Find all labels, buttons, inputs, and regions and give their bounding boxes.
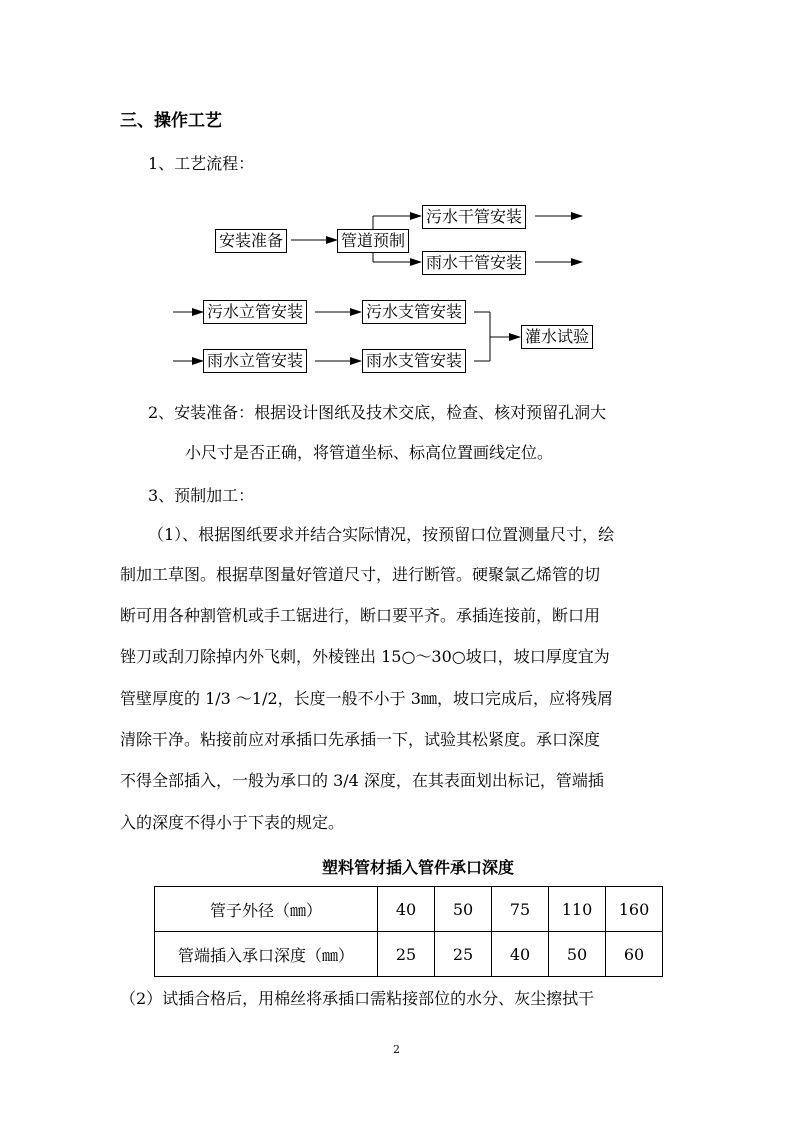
flow-box-prefab: 管道预制 — [337, 229, 409, 253]
para1-line-7: 不得全部插入，一般为承口的 3/4 深度，在其表面划出标记，管端插 — [120, 771, 604, 790]
flow-box-sewage-riser: 污水立管安装 — [203, 300, 307, 324]
table-row — [155, 887, 663, 932]
table-cell: 160 — [606, 887, 663, 932]
flow-box-water-test: 灌水试验 — [521, 325, 593, 349]
flow-box-sewage-branch: 污水支管安装 — [362, 300, 466, 324]
para1-line-1: （1）、根据图纸要求并结合实际情况，按预留口位置测量尺寸，绘 — [148, 525, 615, 544]
item2-line2: 小尺寸是否正确，将管道坐标、标高位置画线定位。 — [185, 443, 554, 462]
para1-line-6: 清除干净。粘接前应对承插口先承插一下，试验其松紧度。承口深度 — [120, 730, 601, 749]
row-label-outer-diameter: 管子外径（㎜） — [155, 887, 378, 932]
table-cell: 75 — [492, 887, 549, 932]
table-cell: 40 — [378, 887, 435, 932]
table-cell: 60 — [606, 932, 663, 977]
flow-box-rain-main: 雨水干管安装 — [422, 251, 526, 275]
para2-line: （2）试插合格后，用棉丝将承插口需粘接部位的水分、灰尘擦拭干 — [120, 989, 595, 1008]
para1-line-2: 制加工草图。根据草图量好管道尺寸，进行断管。硬聚氯乙烯管的切 — [120, 565, 601, 584]
flow-box-prep: 安装准备 — [215, 229, 287, 253]
table-cell: 40 — [492, 932, 549, 977]
para1-line-4: 锉刀或刮刀除掉内外飞刺，外棱锉出 15○～30○坡口，坡口厚度宜为 — [120, 647, 610, 666]
page-number: 2 — [393, 1043, 400, 1056]
flow-box-rain-riser: 雨水立管安装 — [203, 349, 307, 373]
item1-title: 1、工艺流程： — [148, 154, 255, 173]
item3-title: 3、预制加工： — [148, 486, 255, 505]
table-cell: 25 — [435, 932, 492, 977]
flow-box-sewage-main: 污水干管安装 — [422, 205, 526, 229]
table-title: 塑料管材插入管件承口深度 — [322, 858, 515, 877]
table-cell: 50 — [549, 932, 606, 977]
insertion-depth-table — [154, 886, 663, 977]
table-cell: 25 — [378, 932, 435, 977]
row-label-insertion-depth: 管端插入承口深度（㎜） — [155, 932, 378, 977]
table-cell: 50 — [435, 887, 492, 932]
para1-line-5: 管壁厚度的 1/3 ～1/2，长度一般不小于 3㎜，坡口完成后，应将残屑 — [120, 689, 613, 708]
item2-line1: 2、安装准备：根据设计图纸及技术交底，检查、核对预留孔洞大 — [148, 403, 607, 422]
para1-line-8: 入的深度不得小于下表的规定。 — [120, 813, 345, 832]
table-row — [155, 932, 663, 977]
para1-line-3: 断可用各种割管机或手工锯进行，断口要平齐。承插连接前，断口用 — [120, 606, 601, 625]
section-title: 三、操作工艺 — [120, 111, 222, 131]
table-cell: 110 — [549, 887, 606, 932]
flow-box-rain-branch: 雨水支管安装 — [362, 349, 466, 373]
